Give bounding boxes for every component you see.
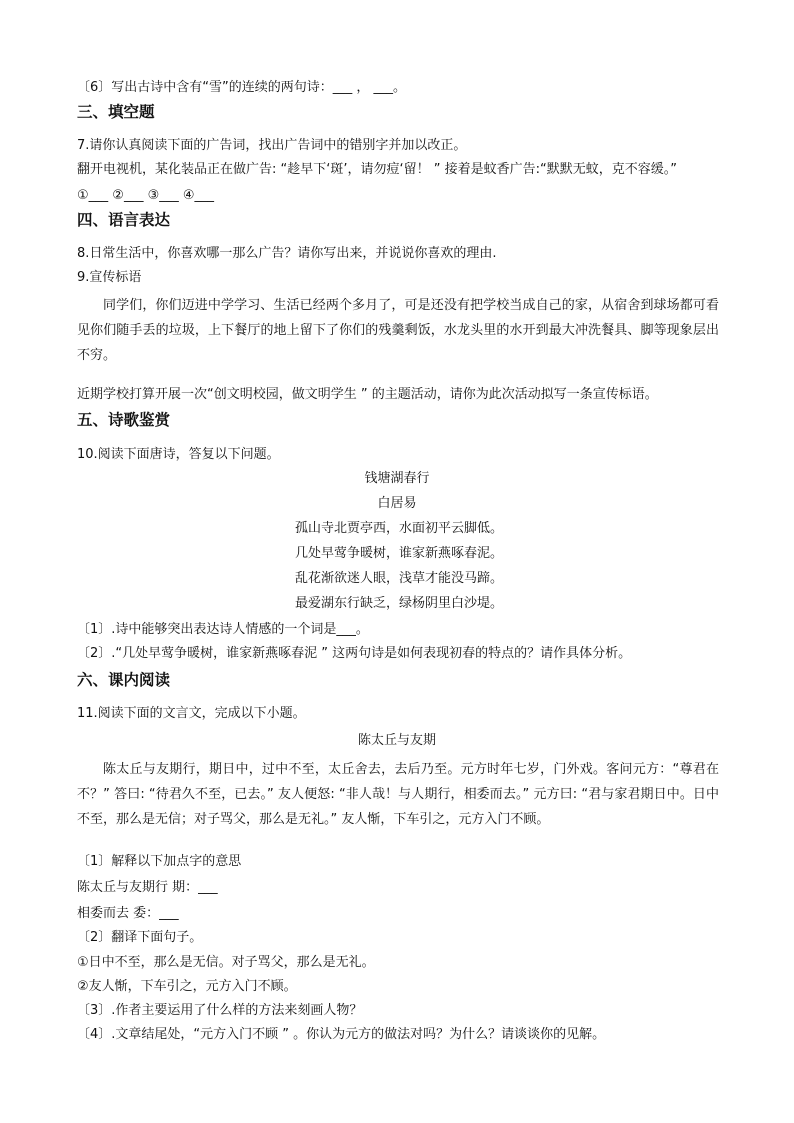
question-7-blanks: ①___ ②___ ③___ ④___	[77, 188, 215, 203]
question-11-2: 〔2〕翻译下面句子。	[77, 930, 203, 945]
question-11-2-a: ①日中不至，那么是无信。对子骂父，那么是无礼。	[77, 955, 375, 970]
question-11-4: 〔4〕.文章结尾处，“元方入门不顾 ” 。你认为元方的做法对吗？为什么？请谈谈你的见解。	[77, 1027, 606, 1042]
classical-text-paragraph: 陈太丘与友期行，期日中，过中不至，太丘舍去，去后乃至。元方时年七岁，门外戏。客问元方：“尊君在不？” 答曰: “待君久不至，已去。” 友人便怒: “非人哉！与人期行，相委而去。” 元方曰: “君与家君期日中。日中不至，那么是无信；对子骂父，那么是无礼。” 友人惭，下车引之，元方入门不顾。	[77, 762, 719, 827]
question-11-2-b: ②友人惭，下车引之，元方入门不顾。	[77, 979, 297, 994]
classical-text-title: 陈太丘与友期	[357, 733, 436, 748]
section-5-heading: 五、诗歌鉴赏	[77, 411, 171, 429]
question-11-1: 〔1〕解释以下加点字的意思	[77, 854, 242, 869]
poem-title: 钱塘湖春行	[364, 471, 430, 486]
question-9-task: 近期学校打算开展一次“创文明校园，做文明学生 ” 的主题活动，请你为此次活动拟写一条宣传标语。	[77, 387, 658, 402]
question-11-3: 〔3〕.作者主要运用了什么样的方法来刻画人物？	[77, 1003, 363, 1018]
question-10: 10.阅读下面唐诗，答复以下问题。	[77, 447, 280, 462]
poem-line: 乱花渐欲迷人眼，浅草才能没马蹄。	[294, 571, 503, 586]
poem-line: 最爱湖东行缺乏，绿杨阴里白沙堤。	[294, 596, 503, 611]
question-10-2: 〔2〕.“几处早莺争暖树，谁家新燕啄春泥 ” 这两句诗是如何表现初春的特点的？请作具体分析。	[77, 646, 632, 661]
poem-author: 白居易	[377, 496, 417, 511]
question-11-1-b: 相委而去 委：___	[77, 906, 179, 921]
question-11-1-a: 陈太丘与友期行 期：___	[77, 880, 218, 895]
question-9: 9.宣传标语	[77, 270, 142, 285]
section-4-heading: 四、语言表达	[77, 211, 171, 229]
question-6: 〔6〕写出古诗中含有“雪”的连续的两句诗：___ ， ___。	[77, 80, 407, 95]
question-9-paragraph: 同学们，你们迈进中学学习、生活已经两个多月了，可是还没有把学校当成自己的家，从宿舍到球场都可看见你们随手丢的垃圾，上下餐厅的地上留下了你们的残羹剩饭，水龙头里的水开到最大冲洗餐具、脚等现象层出不穷。	[77, 298, 719, 363]
section-6-heading: 六、课内阅读	[77, 671, 171, 689]
section-3-heading: 三、填空题	[77, 103, 155, 121]
question-7: 7.请你认真阅读下面的广告词，找出广告词中的错别字并加以改正。	[77, 138, 467, 153]
question-10-1: 〔1〕.诗中能够突出表达诗人情感的一个词是___。	[77, 622, 369, 637]
question-7-ad-text: 翻开电视机，某化装品正在做广告: “趁早下‘斑’，请勿痘‘留！ ” 接着是蚊香广告:“默默无蚊，克不容缓。”	[77, 162, 677, 177]
question-8: 8.日常生活中，你喜欢哪一那么广告？请你写出来，并说说你喜欢的理由.	[77, 246, 497, 261]
poem-line: 孤山寺北贾亭西，水面初平云脚低。	[294, 521, 503, 536]
poem-line: 几处早莺争暖树，谁家新燕啄春泥。	[294, 546, 503, 561]
question-11: 11.阅读下面的文言文，完成以下小题。	[77, 706, 306, 721]
